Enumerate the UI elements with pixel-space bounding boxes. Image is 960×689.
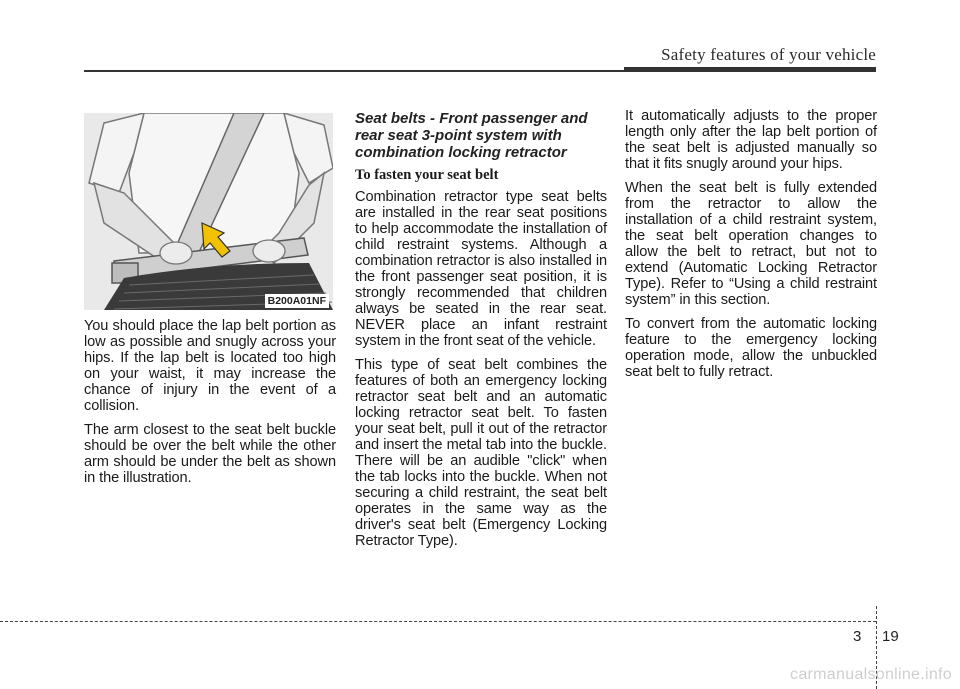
paragraph: When the seat belt is fully extended from the retractor to allow the installation of a child restraint system, the seat belt operation changes to allow the belt to retract, but not to extend (Automatic Locking Retractor Type). Refer to “Using a child restraint system” in this section. xyxy=(625,180,877,308)
seat-belt-illustration-icon xyxy=(84,113,333,310)
paragraph: To convert from the automatic locking feature to the emergency locking operation mode, allow the unbuckled seat belt to fully retract. xyxy=(625,316,877,380)
paragraph: It automatically adjusts to the proper length only after the lap belt portion of the seat belt is adjusted manually so that it fits snugly around your hips. xyxy=(625,108,877,172)
column-middle xyxy=(355,110,607,557)
figure-code: B200A01NF xyxy=(265,294,329,308)
header-rule-accent xyxy=(624,67,876,72)
column-right xyxy=(625,108,877,388)
paragraph: The arm closest to the seat belt buckle should be over the belt while the other arm should be under the belt as shown in the illustration. xyxy=(84,422,336,486)
subsection-title: To fasten your seat belt xyxy=(355,167,499,183)
chapter-number: 3 xyxy=(853,628,862,645)
watermark: carmanualsonline.info xyxy=(790,666,952,683)
running-header: Safety features of your vehicle xyxy=(661,45,876,64)
footer-rule xyxy=(0,621,876,622)
page-number: 19 xyxy=(882,628,899,645)
paragraph: This type of seat belt combines the features of both an emergency locking retractor seat belt and an automatic locking retractor seat belt. To fasten your seat belt, pull it out of the retractor and insert the metal tab into the buckle. There will be an audible "click" when the tab locks into the buckle. When not securing a child restraint, the seat belt operates in the same way as the driver's seat belt (Emergency Locking Retractor Type). xyxy=(355,357,607,549)
seat-belt-figure xyxy=(84,113,333,310)
paragraph: Combination retractor type seat belts are installed in the rear seat positions to help accommodate the installation of child restraint systems. Although a combination retractor is also installed in the front passenger seat position, it is strongly recommended that children always be seated in the rear seat. NEVER place an infant restraint system in the front seat of the vehicle. xyxy=(355,189,607,349)
column-left xyxy=(84,110,336,494)
paragraph: You should place the lap belt portion as low as possible and snugly across your hips. If the lap belt is located too high on your waist, it may increase the chance of injury in the event of a collision. xyxy=(84,318,336,414)
section-title: Seat belts - Front passenger and rear seat 3-point system with combination locking retractor xyxy=(355,110,588,161)
